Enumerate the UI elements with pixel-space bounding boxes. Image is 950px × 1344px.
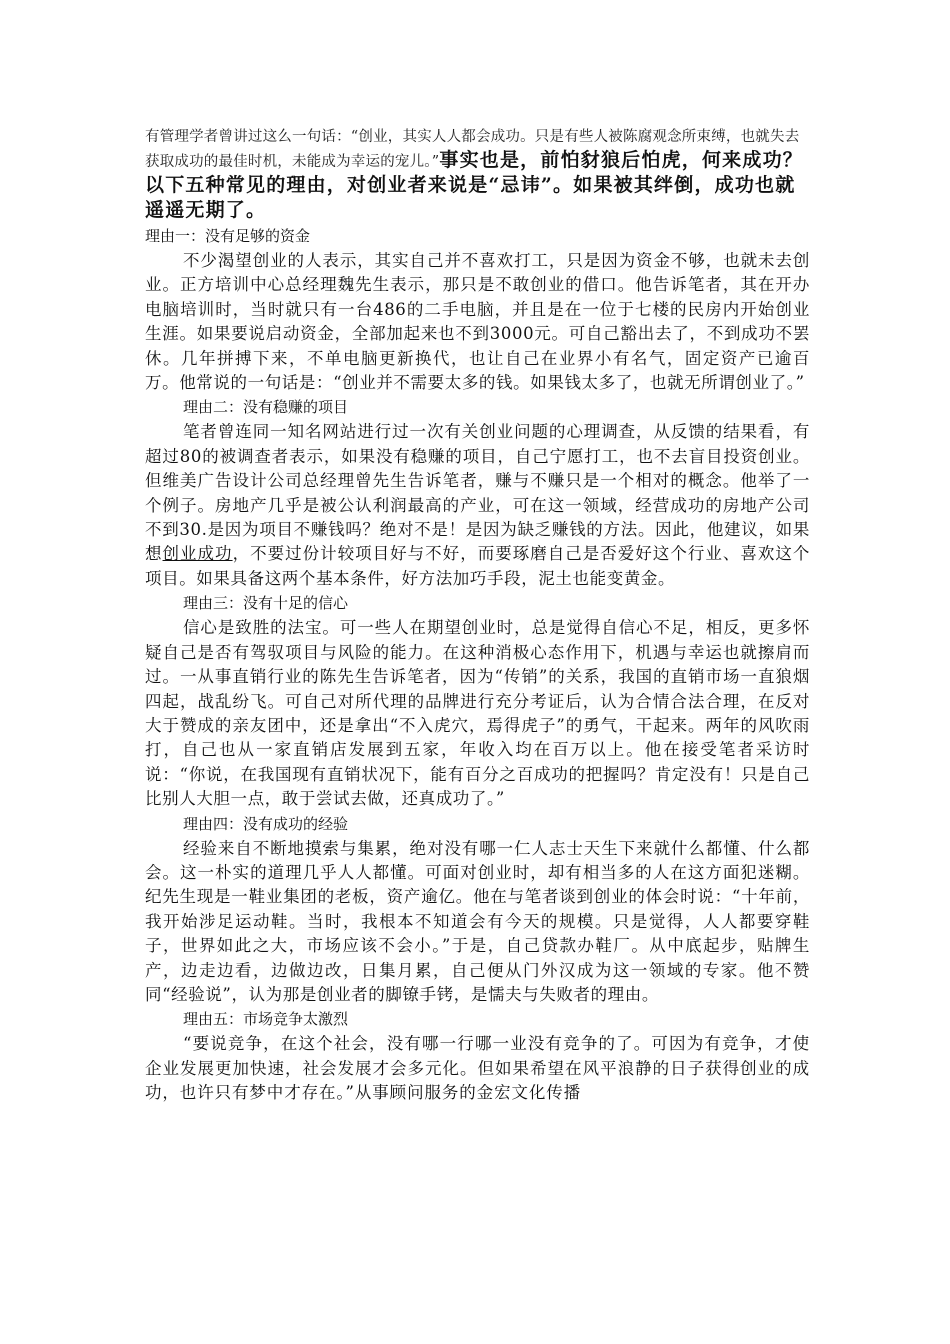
intro-quote: 有管理学者曾讲过这么一句话：“创业，其实人人都会成功。只是有些人被陈腐观念所束缚，也就失去获取成功的最佳时机，未能成为幸运的宠儿。” bbox=[145, 129, 800, 170]
section-body-1: 不少渴望创业的人表示，其实自己并不喜欢打工，只是因为资金不够，也就未去创业。正方培训中心总经理魏先生表示，那只是不敢创业的借口。他告诉笔者，其在开办电脑培训时，当时就只有一台486的二手电脑，并且是在一位于七楼的民房内开始创业生涯。如果要说启动资金，全部加起来也不到3000元。可自己豁出去了，不到成功不罢休。几年拼搏下来，不单电脑更新换代，也让自己在业界小有名气，固定资产已逾百万。他常说的一句话是：“创业并不需要太多的钱。如果钱太多了，也就无所谓创业了。” bbox=[145, 251, 810, 393]
section-heading-2: 理由二：没有稳赚的项目 bbox=[183, 398, 349, 417]
article-body bbox=[145, 126, 810, 1106]
section-body-3: 信心是致胜的法宝。可一些人在期望创业时，总是觉得自信心不足，相反，更多怀疑自己是否有驾驭项目与风险的能力。在这种消极心态作用下，机遇与幸运也就擦肩而过。一从事直销行业的陈先生告诉笔者，因为“传销”的关系，我国的直销市场一直狼烟四起，战乱纷飞。可自己对所代理的品牌进行充分考证后，认为合情合法合理，在反对大于赞成的亲友团中，还是拿出“不入虎穴，焉得虎子”的勇气，干起来。两年的风吹雨打，自己也从一家直销店发展到五家，年收入均在百万以上。他在接受笔者采访时说：“你说，在我国现有直销状况下，能有百分之百成功的把握吗？肯定没有！只是自己比别人大胆一点，敢于尝试去做，还真成功了。” bbox=[145, 618, 810, 809]
startup-success-link[interactable]: 创业成功 bbox=[162, 544, 233, 564]
section-body-2-before: 笔者曾连同一知名网站进行过一次有关创业问题的心理调查，从反馈的结果看，有超过80的被调查者表示，如果没有稳赚的项目，自己宁愿打工，也不去盲目投资创业。但维美广告设计公司总经理曾先生告诉笔者，赚与不赚只是一个相对的概念。他举了一个例子。房地产几乎是被公认利润最高的产业，可在这一领域，经营成功的房地产公司不到30.是因为项目不赚钱吗？绝对不是！是因为缺乏赚钱的方法。因此，他建议，如果想 bbox=[145, 422, 810, 564]
section-heading-1: 理由一：没有足够的资金 bbox=[145, 227, 311, 245]
section-body-2 bbox=[145, 420, 810, 591]
section-body-4: 经验来自不断地摸索与集累，绝对没有哪一仁人志士天生下来就什么都懂、什么都会。这一朴实的道理几乎人人都懂。可面对创业时，却有相当多的人在这方面犯迷糊。纪先生现是一鞋业集团的老板，资产逾亿。他在与笔者谈到创业的体会时说：“十年前，我开始涉足运动鞋。当时，我根本不知道会有今天的规模。只是觉得，人人都要穿鞋子，世界如此之大，市场应该不会小。”于是，自己贷款办鞋厂。从中底起步，贴牌生产，边走边看，边做边改，日集月累，自己便从门外汉成为这一领域的专家。他不赞同“经验说”，认为那是创业者的脚镣手铐，是懦夫与失败者的理由。 bbox=[145, 838, 810, 1004]
section-heading-4: 理由四：没有成功的经验 bbox=[183, 814, 349, 833]
section-body-2-after: ，不要过份计较项目好与不好，而要琢磨自己是否爱好这个行业、喜欢这个项目。如果具备这两个基本条件，好方法加巧手段，泥土也能变黄金。 bbox=[145, 544, 810, 588]
intro-bold-text: 事实也是，前怕豺狼后怕虎，何来成功？以下五种常见的理由，对创业者来说是“忌讳”。如果被其绊倒，成功也就遥遥无期了。 bbox=[145, 149, 803, 221]
section-body-5: “要说竞争，在这个社会，没有哪一行哪一业没有竞争的了。可因为有竞争，才使企业发展更加快速，社会发展才会多元化。但如果希望在风平浪静的日子获得创业的成功，也许只有梦中才存在。”从事顾问服务的金宏文化传播 bbox=[145, 1034, 810, 1103]
intro-paragraph bbox=[145, 126, 810, 223]
section-heading-5: 理由五：市场竞争太激烈 bbox=[183, 1010, 349, 1029]
section-heading-3: 理由三：没有十足的信心 bbox=[183, 594, 349, 613]
